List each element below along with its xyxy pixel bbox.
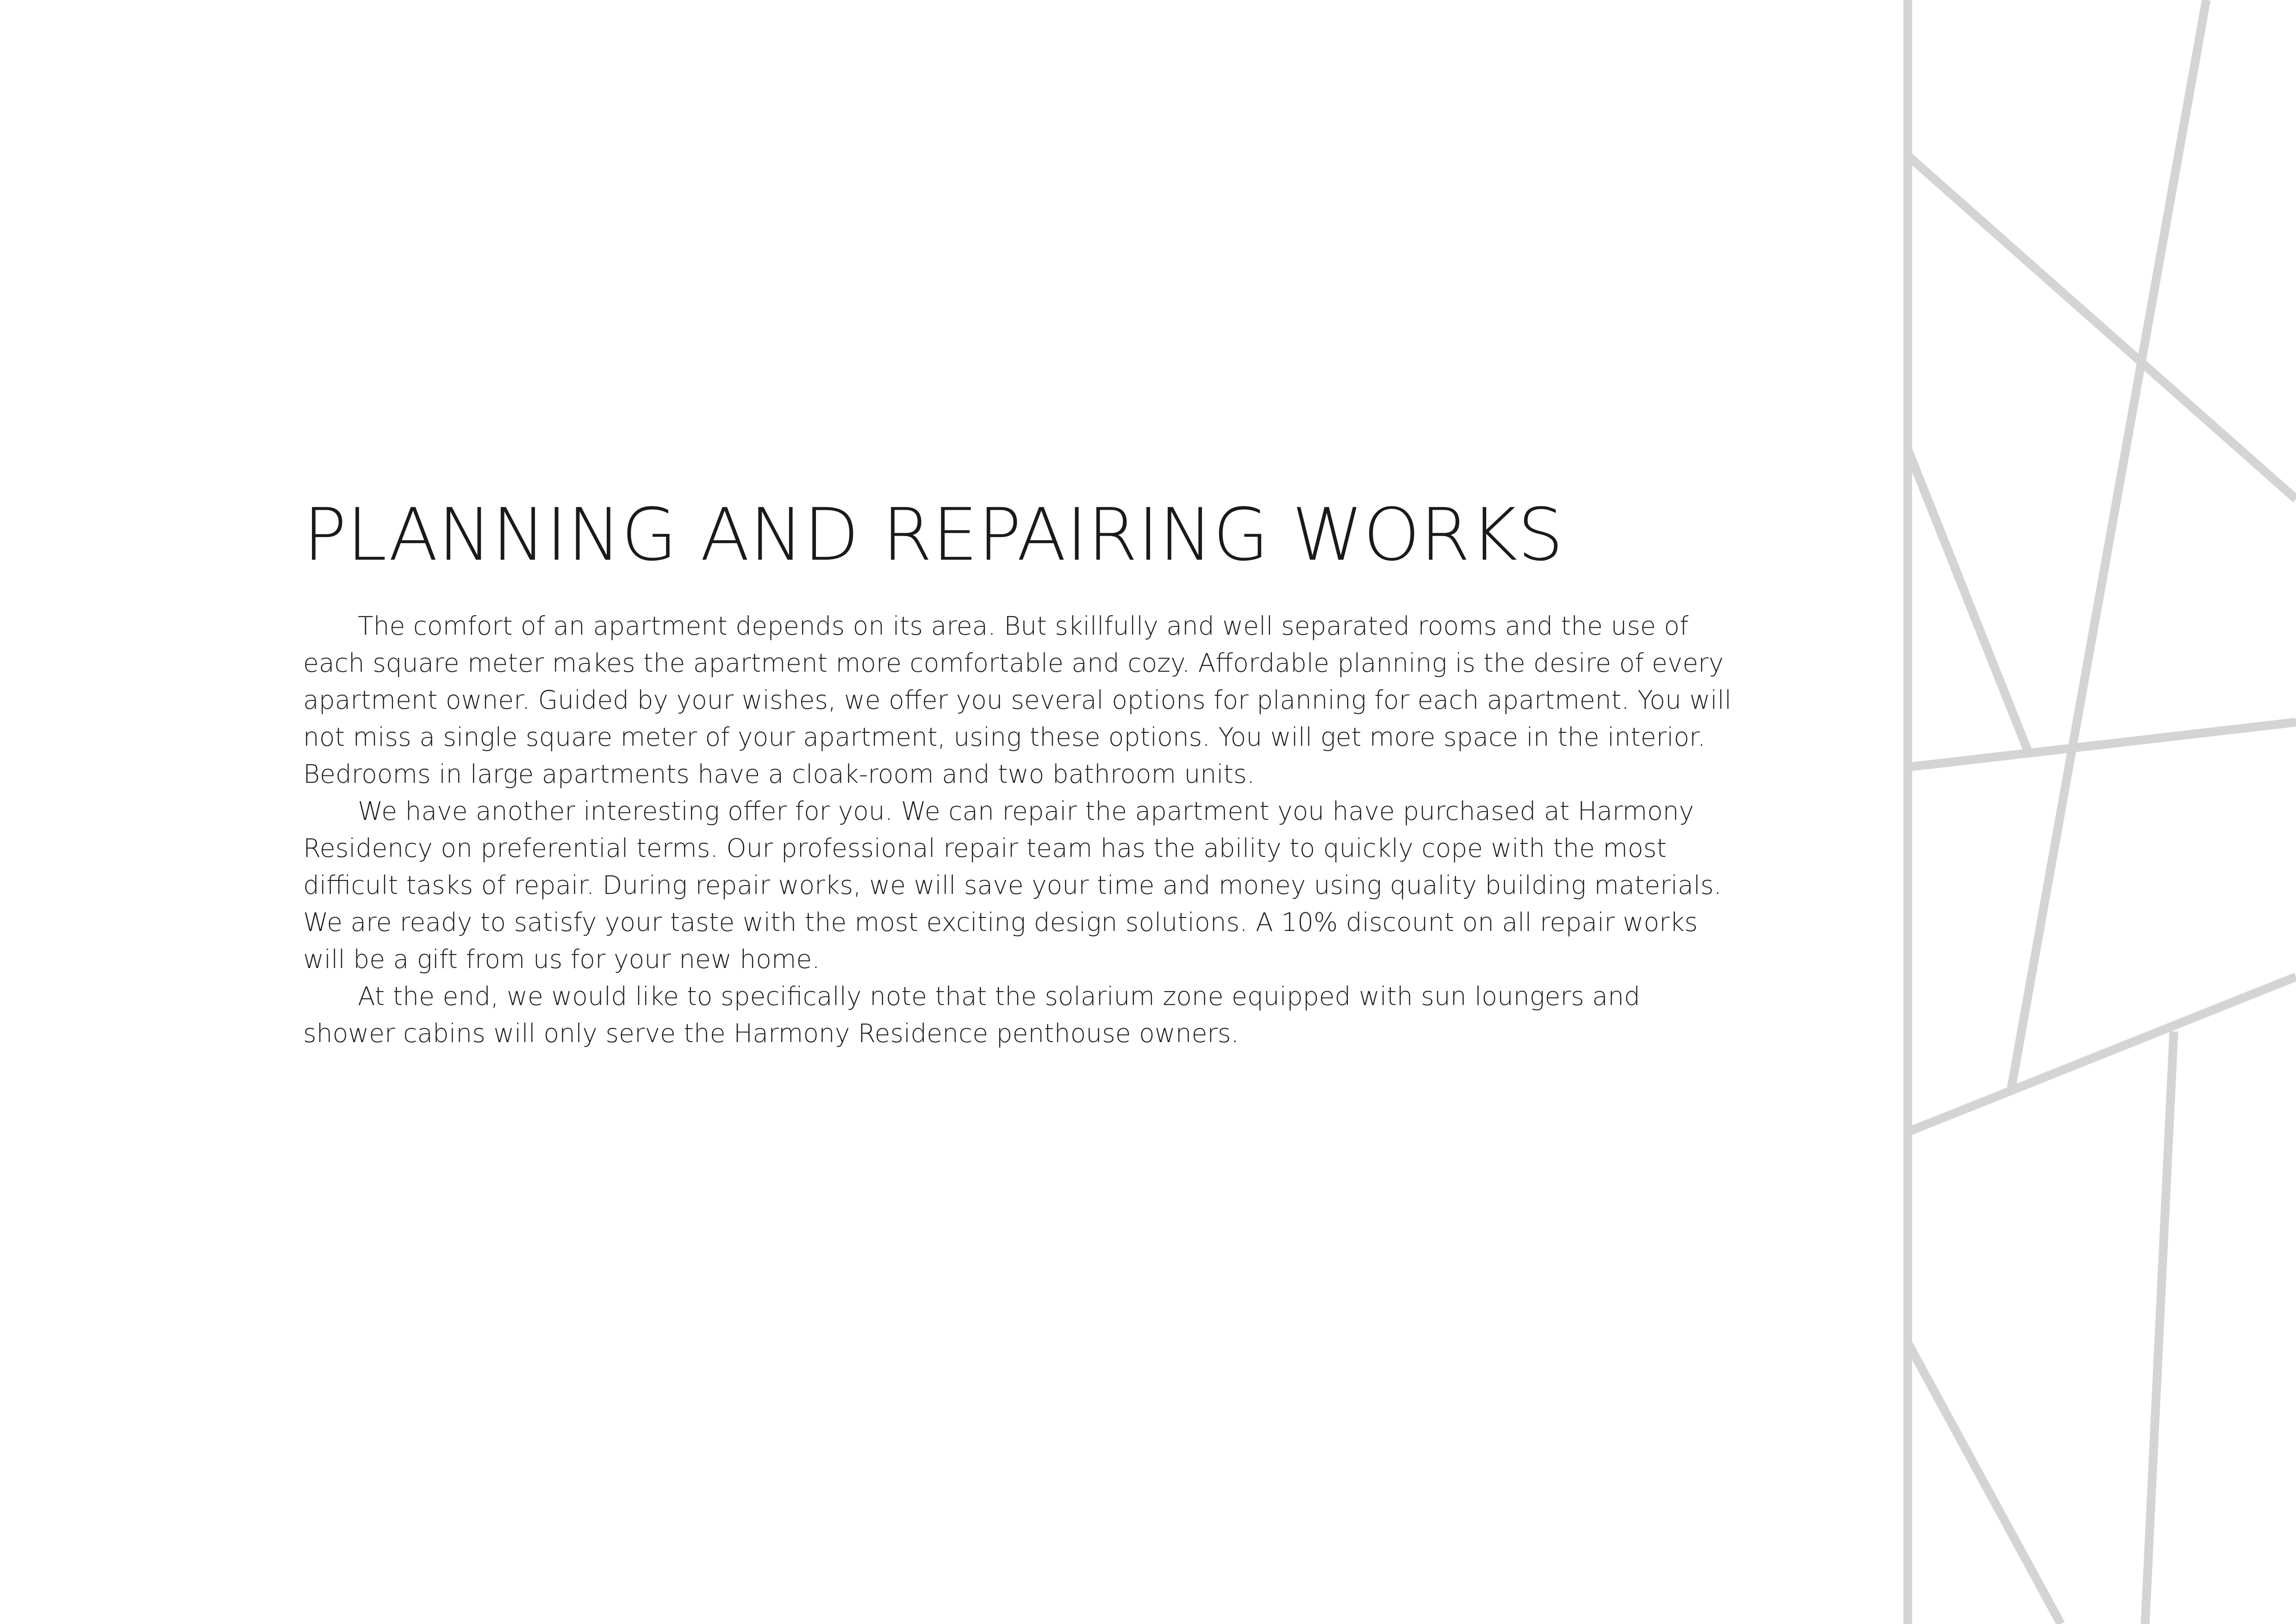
diagonal-line-mid	[1908, 449, 2029, 754]
main-content	[303, 495, 1733, 1052]
paragraph-solarium: At the end, we would like to specifically note that the solarium zone equipped with sun loungers and shower cabins will only serve the Harmony Residence penthouse owners.	[303, 981, 1640, 1048]
diagonal-line-top	[1908, 156, 2296, 499]
body-text	[303, 607, 1733, 1052]
long-slanted-line	[2011, 0, 2206, 1088]
paragraph-repair-offer: We have another interesting offer for you. We can repair the apartment you have purchased at Harmony Residency on preferential terms. Our professional repair team has the ability to quickly cope with the most difficult tasks of repair. During repair works, we will save your time and money using quality building materials. We are ready to satisfy your taste with the most exciting design solutions. A 10% discount on all repair works will be a gift from us for your new home.	[303, 796, 1722, 974]
paragraph-planning: The comfort of an apartment depends on its area. But skillfully and well separated rooms and the use of each square meter makes the apartment more comfortable and cozy. Affordable planning is the desire of every apartment owner. Guided by your wishes, we offer you several options for planning for each apartment. You will not miss a single square meter of your apartment, using these options. You will get more space in the interior. Bedrooms in large apartments have a cloak-room and two bathroom units.	[303, 611, 1732, 789]
page-title: PLANNING AND REPAIRING WORKS	[303, 493, 1564, 577]
crossing-line-upper	[1908, 722, 2296, 767]
short-vertical-line	[2145, 1031, 2174, 1624]
crossing-line-lower	[1908, 977, 2296, 1132]
diagonal-line-bottom	[1908, 1343, 2061, 1624]
